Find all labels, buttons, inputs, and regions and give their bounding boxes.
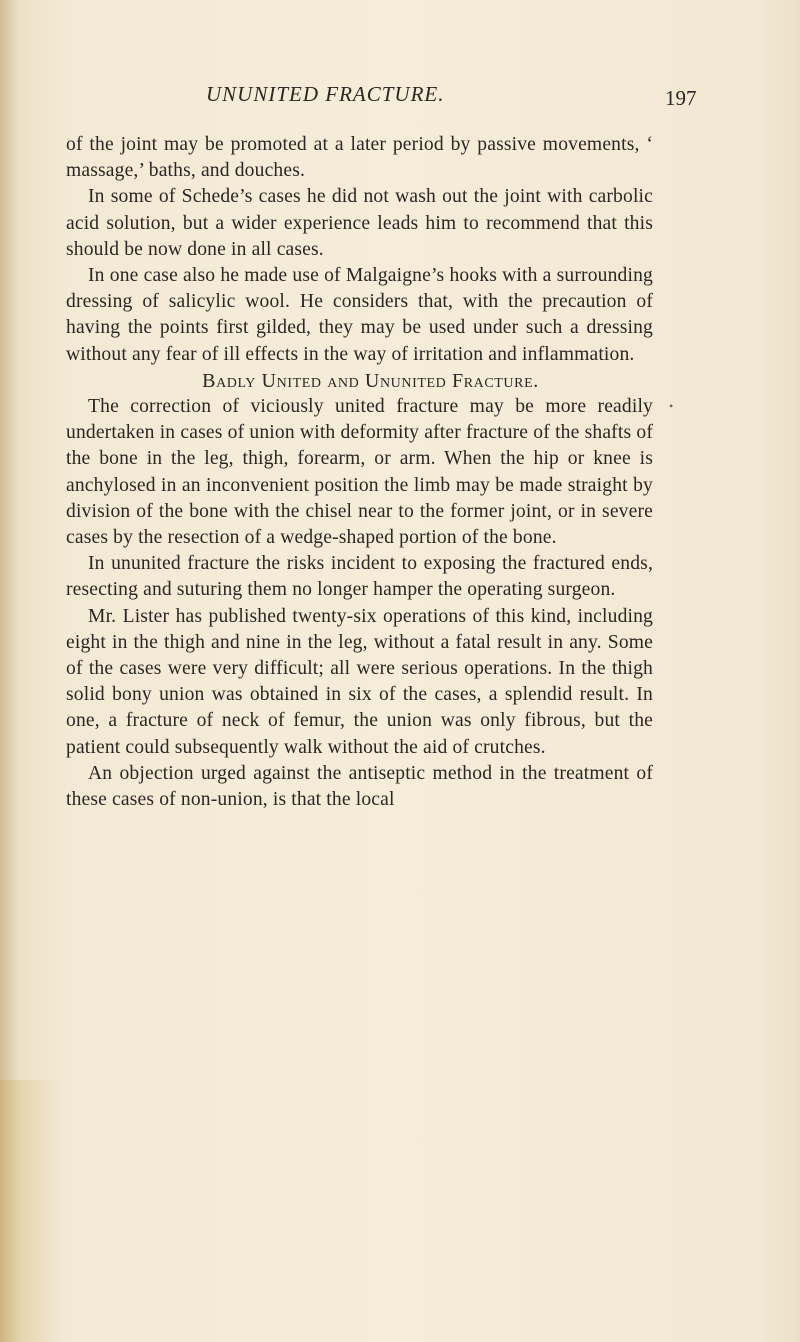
paragraph: Mr. Lister has published twenty-six operations of this kind, including eight in the thigh and nine in the leg, without a fatal result in any. Some of the cases were very difficult; all were serious operations. In the thigh solid bony union was obtained in six of the cases, a splendid result. In one, a fracture of neck of femur, the union was only fibrous, but the patient could subsequently walk without the aid of crutches. — [66, 605, 653, 758]
paragraph: The correction of viciously united fracture may be more readily undertaken in cases of union with deformity after fracture of the shafts of the bone in the leg, thigh, forearm, or arm. When the hip or knee is anchylosed in an inconvenient position the limb may be made straight by division of the bone with the chisel near to the former joint, or in severe cases by the resection of a wedge-shaped portion of the bone. — [66, 396, 653, 549]
paragraph: An objection urged against the antiseptic method in the treatment of these cases of non-union, is that the local — [66, 762, 653, 811]
margin-mark: • — [669, 399, 674, 413]
running-title: UNUNITED FRACTURE. — [206, 82, 445, 106]
section-heading — [66, 368, 653, 394]
page-number: 197 — [665, 86, 697, 110]
body-text — [66, 132, 653, 813]
paragraph: of the joint may be promoted at a later period by passive movements, ‘ massage,’ baths, and douches. — [66, 134, 653, 182]
paragraph: In one case also he made use of Malgaigne’s hooks with a surrounding dressing of salicylic wool. He considers that, with the precaution of having the points first gilded, they may be used under such a dressing without any fear of ill effects in the way of irritation and inflammation. — [66, 265, 653, 365]
paragraph: In some of Schede’s cases he did not wash out the joint with carbolic acid solution, but a wider experience leads him to recommend that this should be now done in all cases. — [66, 186, 653, 260]
paragraph: In ununited fracture the risks incident to exposing the fractured ends, resecting and suturing them no longer hamper the operating surgeon. — [66, 553, 653, 601]
paper-stain — [0, 1080, 60, 1342]
section-heading-text: Badly United and Ununited Fracture. — [202, 369, 539, 392]
